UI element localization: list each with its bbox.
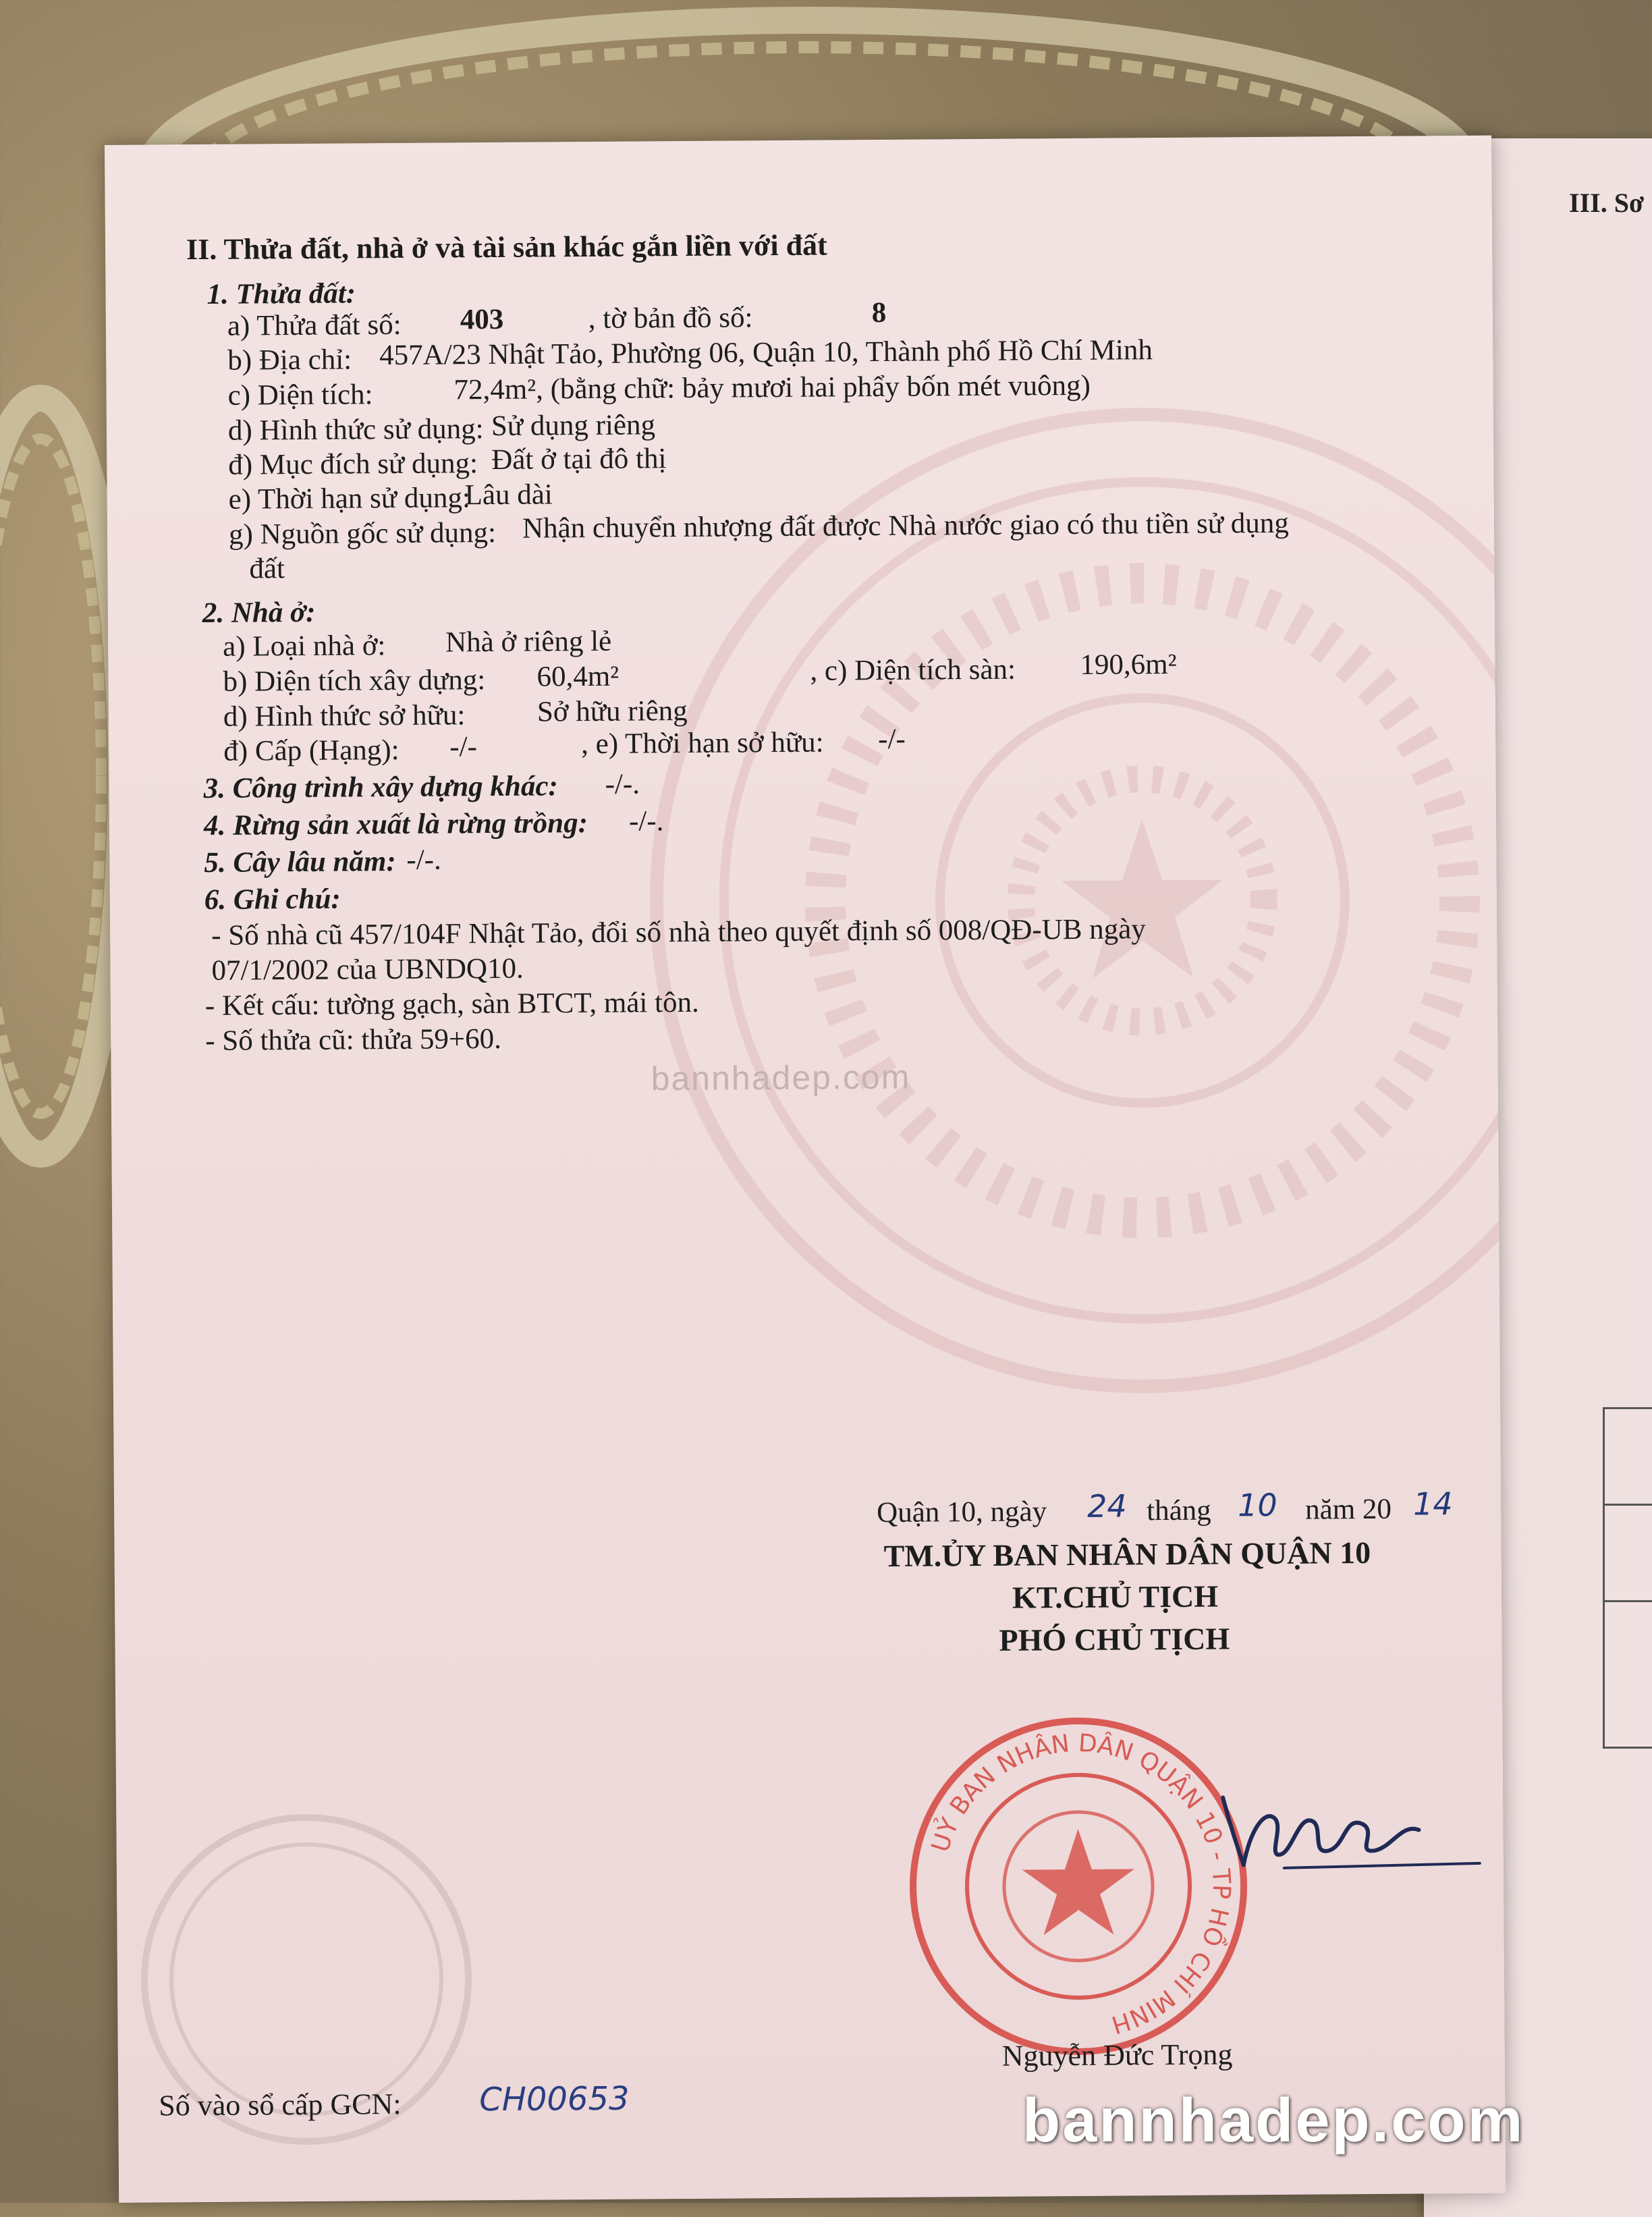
address-value: 457A/23 Nhật Tảo, Phường 06, Quận 10, Thành phố Hồ Chí Minh [379,334,1153,372]
floor-area-value: 190,6m² [1080,648,1177,681]
perennial-trees-value: -/-. [406,844,441,876]
usage-purpose-value: Đất ở tại đô thị [491,443,667,476]
note-structure: - Kết cấu: tường gạch, sàn BTCT, mái tôn. [204,986,699,1022]
note-old-house-number: - Số nhà cũ 457/104F Nhật Tảo, đổi số nhà theo quyết định số 008/QĐ-UB ngày [211,913,1146,952]
date-month: 10 [1237,1486,1277,1524]
section-title: II. Thửa đất, nhà ở và tài sản khác gắn liền với đất [186,228,827,267]
origin-value-cont: đất [249,553,285,585]
grade-value: -/- [449,731,477,763]
ownership-label: d) Hình thức sở hữu: [223,699,466,733]
other-works-value: -/-. [605,768,640,800]
certificate-page [105,136,1506,2203]
origin-value: Nhận chuyển nhượng đất được Nhà nước giao có thu tiền sử dụng [522,507,1289,545]
note-old-parcel: - Số thửa cũ: thửa 59+60. [205,1022,502,1057]
signer-role-2: PHÓ CHỦ TỊCH [999,1621,1230,1658]
area-value: 72,4m², (bằng chữ: bảy mươi hai phẩy bốn mét vuông) [453,369,1091,406]
land-parcel-number: 403 [460,303,504,336]
date-day: 24 [1086,1487,1127,1525]
ownership-term-label: , e) Thời hạn sở hữu: [581,726,824,761]
house-type-label: a) Loại nhà ở: [223,630,386,663]
issuing-organization: TM.ỦY BAN NHÂN DÂN QUẬN 10 [883,1535,1371,1573]
usage-form-value: Sử dụng riêng [491,409,656,443]
address-label: b) Địa chỉ: [227,344,352,377]
adjacent-page-table [1603,1407,1652,1749]
note-old-house-number-cont: 07/1/2002 của UBNDQ10. [211,952,524,987]
map-sheet-number: 8 [871,296,887,329]
forest-value: -/-. [628,805,664,838]
house-type-value: Nhà ở riêng lẻ [445,625,612,659]
year-label: năm 20 [1304,1493,1392,1526]
land-heading: 1. Thửa đất: [206,277,356,310]
ownership-term-value: -/- [878,723,906,756]
ownership-value: Sở hữu riêng [536,694,688,728]
build-area-value: 60,4m² [536,660,620,693]
signer-name: Nguyễn Đức Trọng [1001,2037,1233,2073]
floor-area-label: , c) Diện tích sàn: [810,653,1016,687]
map-sheet-label: , tờ bản đồ số: [588,302,753,335]
area-label: c) Diện tích: [227,379,373,412]
origin-label: g) Nguồn gốc sử dụng: [228,516,497,551]
other-works-label: 3. Công trình xây dựng khác: [203,770,558,804]
register-label: Số vào sổ cấp GCN: [159,2087,402,2123]
usage-purpose-label: đ) Mục đích sử dụng: [228,447,478,481]
register-number: CH00653 [479,2079,630,2119]
notes-heading: 6. Ghi chú: [204,883,341,916]
watermark-small: bannhadep.com [651,1058,911,1098]
house-heading: 2. Nhà ở: [202,596,316,630]
signer-role-1: KT.CHỦ TỊCH [1012,1579,1219,1615]
date-year-suffix: 14 [1412,1485,1453,1523]
handwritten-signature [1209,1769,1493,1879]
land-parcel-label: a) Thửa đất số: [227,308,402,342]
perennial-trees-label: 5. Cây lâu năm: [204,846,396,879]
usage-term-value: Lâu dài [464,478,553,512]
forest-label: 4. Rừng sản xuất là rừng trồng: [203,807,588,842]
grade-label: đ) Cấp (Hạng): [223,734,400,767]
date-prefix: Quận 10, ngày [877,1496,1047,1529]
usage-term-label: e) Thời hạn sử dụng: [228,482,470,516]
adjacent-page-header: III. Sơ [1569,188,1645,218]
build-area-label: b) Diện tích xây dựng: [223,664,486,698]
month-label: tháng [1147,1494,1211,1527]
watermark-large: bannhadep.com [1022,2086,1525,2155]
usage-form-label: d) Hình thức sử dụng: [227,413,484,447]
seal-text: UỶ BAN NHÂN DÂN QUẬN 10 - TP HỒ CHÍ MINH [927,1729,1236,2039]
official-red-seal [902,1709,1255,2063]
